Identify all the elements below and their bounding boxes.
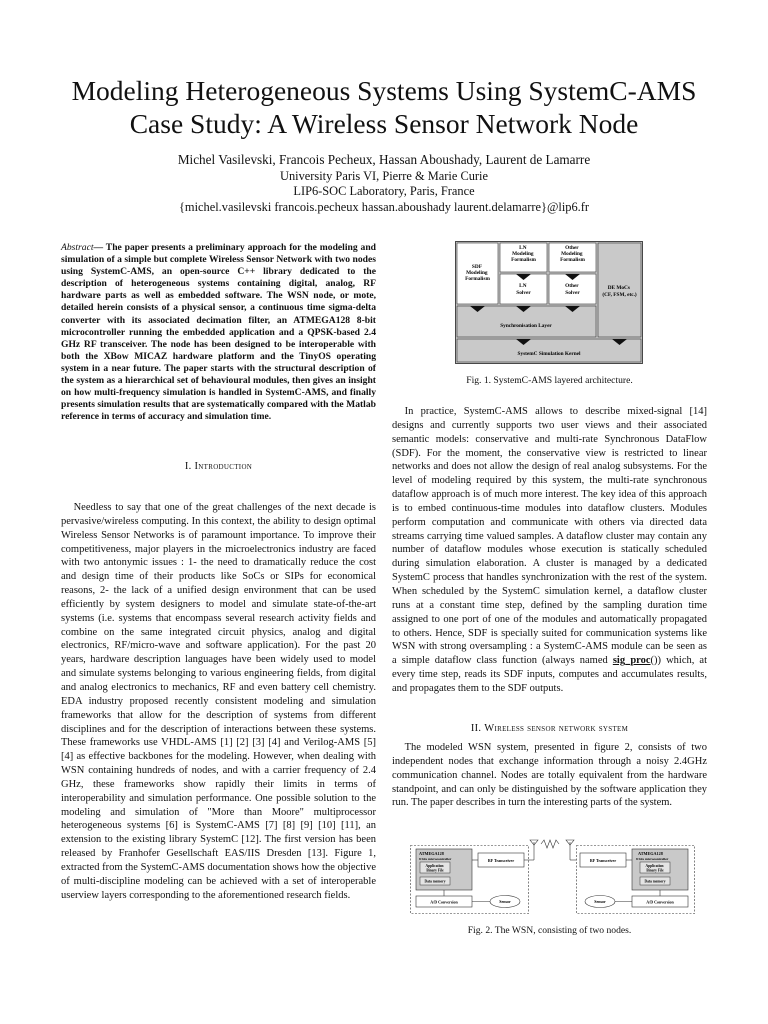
fig1-ln-formalism-label: LN Modeling Formalism	[511, 245, 536, 263]
paragraph-text: ()) which, at every time step, reads its SDF inputs, computes and accumulates results, and propagates them to the SDF outputs.	[392, 655, 708, 694]
fig2-sensor-label: Sensor	[594, 899, 606, 904]
figure-2-caption: Fig. 2. The WSN, consisting of two nodes.	[467, 925, 632, 936]
abstract-label: Abstract	[61, 242, 94, 253]
section-number: I.	[184, 461, 192, 472]
fig2-rf-label: RF Transceiver	[589, 858, 617, 863]
paragraph: Needless to say that one of the great challenges of the next decade is pervasive/wireless computing. In this context, the ability to design optimal Wireless Sensor Networks is of paramount importance. To improve their competitiveness, major players in the microelectronics industry are faced with two antonymic issues : 1- the need to dramatically reduce the cost and design time of their products like SoCs or SIPs for economical reasons, 2- the lack of a unified design environment that can be used efficiently by system designers to model and simulate state-of-the-art systems (i.e. systems that encompass several research activity fields and combine on the same integrated circuit physics, analog and digital electronics, RF/micro-wave and software application). For the past 20 years, hardware description languages have been widely used to model and simulate systems belonging to various engineering fields, from digital and analog electronics to mechanics, RF and even battery cell chemistry. EDA industry proposed recently consistent modeling and simulation frameworks that allow for the description of systems from different disciplines and for the description of interactions between these systems. These frameworks use VHDL-AMS [1] [2] [3] [4] and Verilog-AMS [5] [4] as effective backbones for the modeling. However, when dealing with WSN containing hundreds of nodes, and with a carrier frequency of 2.4 GHz, these frameworks show rapidly their limits in terms of interoperability and simulation performance. One possible solution to the modeling and simulation of "More than Moore" multiprocessor heterogeneous systems [6] is SystemC-AMS [7] [8] [9] [10] [11], an extension to the existing library SystemC [12]. The first version has been released by Franhofer Gesellschaft EAS/IIS Dresden [13]. Figure 1, extracted from the SystemC-AMS documentation shows how the objective of multi-discipline modeling can be achieved with a set of interoperable userview layers corresponding to the aforementioned research fields.	[61, 502, 376, 901]
fig2-memory-label: Data memory	[424, 879, 446, 884]
fig2-rf-label: RF Transceiver	[487, 858, 515, 863]
fig2-mcu-sub: 8 bits microcontroller	[419, 857, 452, 861]
fig1-other-formalism-label: Other Modeling Formalism	[560, 245, 585, 263]
fig2-mcu-title: ATMEGA128	[638, 851, 663, 856]
fig2-channel-wave	[541, 840, 559, 848]
affiliation-lab: LIP6-SOC Laboratory, Paris, France	[293, 184, 475, 198]
figure-2-diagram	[410, 838, 695, 918]
authors: Michel Vasilevski, Francois Pecheux, Hassan Aboushady, Laurent de Lamarre	[177, 152, 591, 167]
section-2-body	[392, 741, 707, 810]
introduction-body	[61, 501, 376, 902]
title-line-1: Modeling Heterogeneous Systems Using SystemC-AMS	[71, 75, 697, 106]
author-emails: {michel.vasilevski francois.pecheux hassan.aboushady laurent.delamarre}@lip6.fr	[178, 199, 590, 214]
code-sig-proc: sig_proc	[612, 655, 651, 667]
fig2-adc-label: A/D Conversion	[430, 899, 458, 905]
fig2-sensor-label: Sensor	[499, 899, 511, 904]
abstract	[61, 242, 376, 423]
fig2-mcu-sub: 8 bits microcontroller	[636, 857, 669, 861]
affiliation-university: University Paris VI, Pierre & Marie Curie	[280, 168, 488, 183]
fig1-other-solver-label: Other Solver	[565, 283, 580, 296]
fig1-kernel-label: SystemC Simulation Kernel	[517, 351, 581, 357]
fig2-adc-label: A/D Conversion	[646, 899, 674, 905]
section-title: Introduction	[194, 461, 253, 472]
section-heading-wsn	[392, 723, 707, 734]
fig1-de-mocs-label: DE MoCs (CF, FSM, etc.)	[602, 285, 637, 298]
paper-title	[0, 74, 768, 140]
figure-1-diagram	[455, 241, 643, 364]
paragraph-text: In practice, SystemC-AMS allows to describe mixed-signal [14] designs and currently supports two user views and their associated semantic models: conservative and multi-rate Synchronous DataFlow (SDF). For the moment, the conservative view is restricted to linear networks and does not allow the design of real analog subsystems. For the level of modeling required by this system, the multi-rate synchronous dataflow approach is of much more interest. The key idea of this approach is to embed continuous-time modules into dataflow clusters. Modules perform computation and communicate with others via directed data streams carrying time valued samples. A dataflow cluster may contain any number of dataflow modules whose execution is statically scheduled during simulation elaboration. A cluster is managed by a dedicated SystemC process that handles synchronization with the rest of the system. When scheduled by the SystemC simulation kernel, a dataflow cluster runs at a constant time step, defined by the sampling duration time assigned to one port of one of the modules and automatically propagated to others. Hence, SDF is specially suited for communication systems like WSN with strong oversampling : a SystemC-AMS module can be seen as a simple dataflow class function (always named	[392, 406, 707, 667]
fig2-app-label: Application Binary File	[645, 864, 664, 873]
figure-1-caption: Fig. 1. SystemC-AMS layered architecture.	[466, 375, 633, 386]
paragraph	[392, 405, 707, 696]
section-heading-introduction	[61, 461, 376, 472]
fig1-sync-layer-label: Synchronisation Layer	[500, 323, 552, 329]
author-block	[0, 152, 768, 215]
fig1-sdf-label: SDF Modeling Formalism	[465, 264, 490, 282]
right-column-body	[392, 405, 707, 696]
fig2-app-label: Application Binary File	[425, 864, 444, 873]
section-title: Wireless sensor network system	[484, 723, 629, 734]
abstract-text: — The paper presents a preliminary approach for the modeling and simulation of a simple but complete Wireless Sensor Network with two nodes using SystemC-AMS, an open-source C++ library dedicated to the description of heterogeneous systems containing digital, analog, RF hardware parts as well as embedded software. The WSN node, or mote, detailed herein consists of a physical sensor, a continuous time sigma-delta converter with its associated decimation filter, an ATMEGA128 8-bit microcontroller running the embedded application and a QPSK-based 2.4 GHz RF transceiver. The node has been designed to be interoperable with both the XBow MICAZ hardware platform and the TinyOS operating system in a near future. The paper starts with the structural description of the system as a hierarchical set of behavioural modules, then gives an insight on how multi-frequency simulation is handled in SystemC-AMS, and finally presents simulation results that are systematically compared with the Matlab reference in terms of accuracy and simulation time.	[61, 242, 376, 423]
fig2-mcu-title: ATMEGA128	[419, 851, 444, 856]
fig1-ln-solver-label: LN Solver	[516, 283, 531, 296]
fig2-memory-label: Data memory	[644, 879, 666, 884]
paragraph: The modeled WSN system, presented in figure 2, consists of two independent nodes that exchange information through a noisy 2.4GHz communication channel. Nodes are totally equivalent from the hardware standpoint, and can only be distinguished by the software application they run. The paper describes in turn the interesting parts of the system.	[392, 742, 707, 809]
section-number: II.	[470, 723, 482, 734]
title-line-2: Case Study: A Wireless Sensor Network Node	[129, 108, 639, 139]
